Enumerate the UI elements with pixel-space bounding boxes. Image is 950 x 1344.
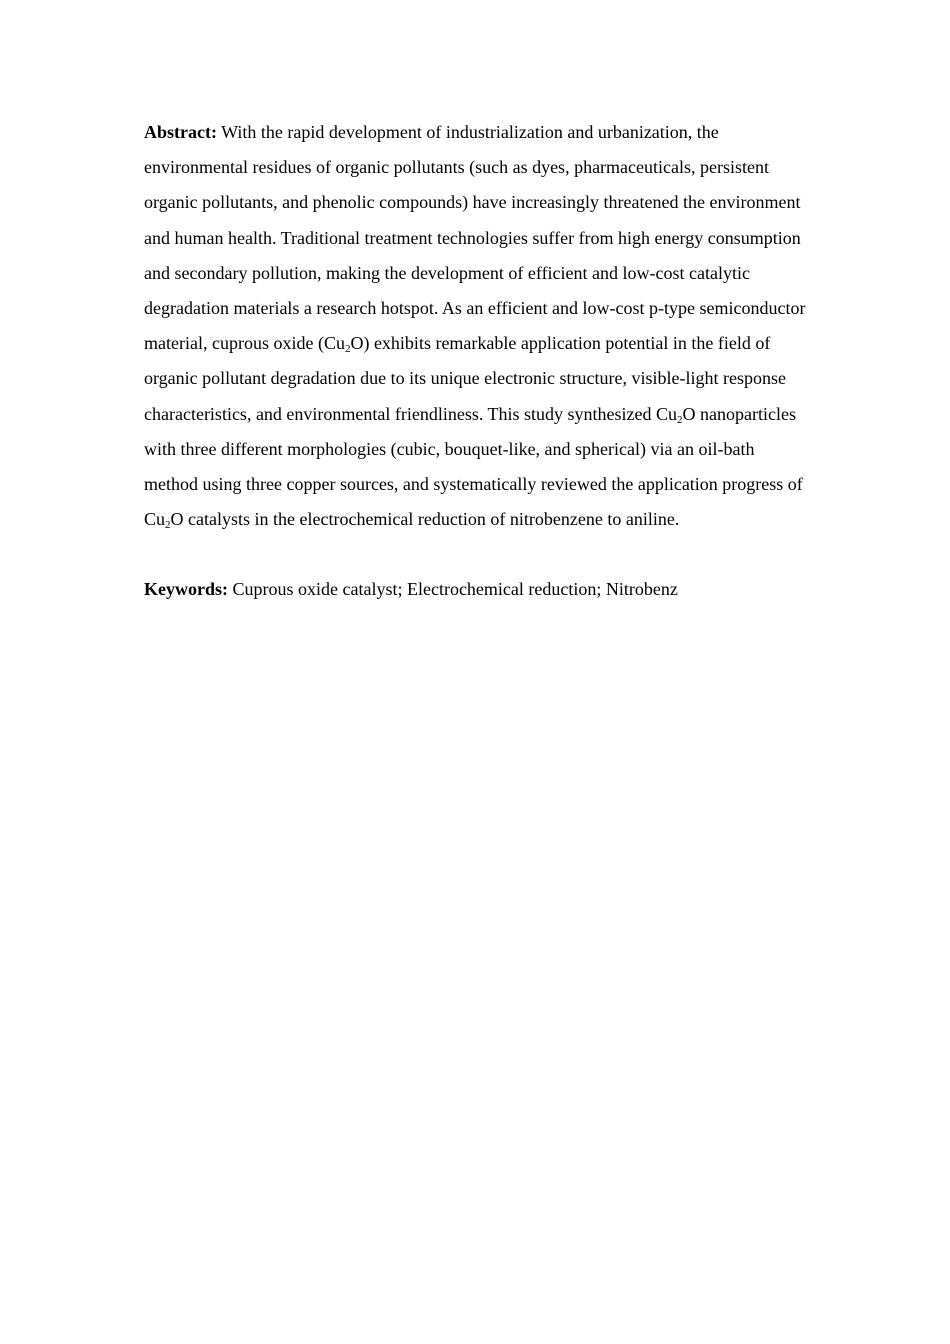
abstract-text-part-1: With the rapid development of industrialization and urbanization, the environmental residues of organic pollutants (such as dyes, pharmaceuticals, persistent organic pollutants, and phenolic compounds) have increasingly threatened the environment and human health. Traditional treatment technologies suffer from high energy consumption and secondary pollution, making the development of efficient and low-cost catalytic degradation materials a research hotspot. As an efficient and low-cost p-type semiconductor material, cuprous oxide (Cu [144,122,806,354]
keywords-label: Keywords: [144,579,228,600]
subscript-2: 2 [344,343,351,356]
keywords-paragraph [144,572,808,607]
abstract-text-part-4: O catalysts in the electrochemical reduction of nitrobenzene to aniline. [170,509,680,530]
document-body [144,115,808,608]
abstract-label: Abstract: [144,122,217,142]
subscript-2: 2 [165,519,171,532]
abstract-text-part-2: O) exhibits remarkable application potential in the field of organic pollutant degradation due to its unique electronic structure, visible-light response characteristics, and environmental friendliness. This study synthesized Cu [144,333,786,424]
abstract-text-part-3: O nanoparticles with three different morphologies (cubic, bouquet-like, and spherical) via an oil-bath method using three copper sources, and systematically reviewed the application progress of Cu [144,403,803,530]
keywords-text: Cuprous oxide catalyst; Electrochemical reduction; Nitrobenz [228,579,678,600]
abstract-paragraph [144,115,808,537]
subscript-2: 2 [677,413,683,426]
